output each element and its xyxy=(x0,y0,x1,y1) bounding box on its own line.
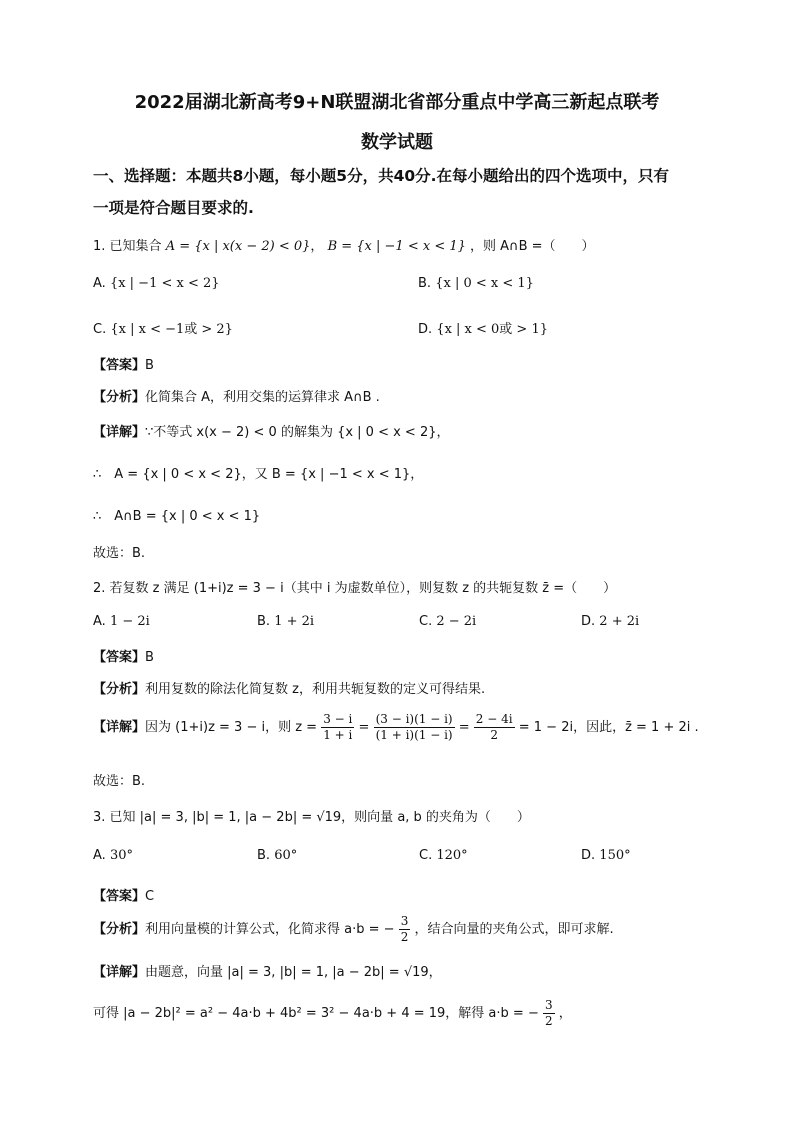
option-text: 60° xyxy=(274,848,298,863)
q1-option-a xyxy=(93,276,220,291)
fraction-numerator: 2 − 4i xyxy=(475,712,513,726)
detail-text: 由题意，向量 |a| = 3, |b| = 1, |a − 2b| = √19， xyxy=(145,965,442,980)
question-1-stem xyxy=(93,235,595,254)
option-label: D. xyxy=(581,614,596,629)
option-text: {x | −1 < x < 2} xyxy=(109,276,220,291)
q1-set-a: A = {x | x(x − 2) < 0} xyxy=(165,239,311,254)
option-label: D. xyxy=(581,848,596,863)
equals-sign: = xyxy=(458,720,470,735)
option-text: 150° xyxy=(599,848,631,863)
answer-value: C xyxy=(145,889,155,904)
option-text: 1 − 2i xyxy=(109,614,150,629)
document-subtitle: 数学试题 xyxy=(361,132,433,153)
analysis-text: 利用向量模的计算公式，化简求得 a·b = − xyxy=(145,922,395,937)
answer-tag: 【答案】 xyxy=(93,358,146,373)
analysis-tag: 【分析】 xyxy=(93,922,146,937)
option-label: C. xyxy=(419,614,433,629)
option-text: {x | 0 < x < 1} xyxy=(435,276,534,291)
fraction xyxy=(321,712,354,743)
fraction-denominator: 1 + i xyxy=(323,728,353,742)
fraction-numerator: (3 − i)(1 − i) xyxy=(375,712,453,726)
detail-tag: 【详解】 xyxy=(93,965,146,980)
q1-choose: 故选：B. xyxy=(93,546,146,561)
fraction-denominator: 2 xyxy=(544,1014,553,1028)
detail-tag: 【详解】 xyxy=(93,720,146,735)
option-text: 120° xyxy=(436,848,468,863)
q1-stem-prefix: 1. 已知集合 xyxy=(93,239,162,254)
q1-separator: ， xyxy=(310,239,324,254)
q1-detail-line3: ∴ A∩B = {x | 0 < x < 1} xyxy=(93,509,261,524)
option-label: A. xyxy=(93,848,106,863)
q3-analysis xyxy=(93,914,614,945)
option-text: 30° xyxy=(109,848,133,863)
q1-answer xyxy=(93,354,154,373)
analysis-text-end: ，结合向量的夹角公式，即可求解. xyxy=(414,922,614,937)
q1-detail xyxy=(93,421,450,440)
option-label: B. xyxy=(257,848,271,863)
q2-option-a xyxy=(93,614,150,629)
q2-analysis xyxy=(93,678,485,697)
option-label: B. xyxy=(418,276,432,291)
option-label: B. xyxy=(257,614,271,629)
option-label: A. xyxy=(93,276,106,291)
equals-sign: = xyxy=(358,720,370,735)
option-label: C. xyxy=(93,322,107,337)
analysis-text: 利用复数的除法化简复数 z，利用共轭复数的定义可得结果. xyxy=(145,682,486,697)
answer-value: B xyxy=(145,650,154,665)
q1-analysis xyxy=(93,386,380,405)
analysis-tag: 【分析】 xyxy=(93,682,146,697)
option-label: A. xyxy=(93,614,106,629)
detail-tag: 【详解】 xyxy=(93,425,146,440)
answer-value: B xyxy=(145,358,154,373)
detail-text: ∵不等式 x(x − 2) < 0 的解集为 {x | 0 < x < 2}， xyxy=(145,425,450,440)
fraction-numerator: 3 xyxy=(400,914,409,928)
q2-choose: 故选：B. xyxy=(93,774,146,789)
q2-detail xyxy=(93,712,699,743)
section-heading-cont: 一项是符合题目要求的. xyxy=(93,199,254,217)
answer-tag: 【答案】 xyxy=(93,889,146,904)
option-text: 2 − 2i xyxy=(436,614,477,629)
fraction xyxy=(399,914,411,945)
option-text: {x | x < 0或 > 1} xyxy=(436,322,549,337)
q1-detail-line2: ∴ A = {x | 0 < x < 2}，又 B = {x | −1 < x < 1}， xyxy=(93,467,424,482)
document-title: 2022届湖北新高考9+N联盟湖北省部分重点中学高三新起点联考 xyxy=(134,92,660,113)
option-text: 2 + 2i xyxy=(599,614,640,629)
analysis-tag: 【分析】 xyxy=(93,390,146,405)
q3-detail xyxy=(93,961,442,980)
q2-answer xyxy=(93,646,154,665)
option-label: C. xyxy=(419,848,433,863)
q3-option-a xyxy=(93,848,133,863)
q3-option-d xyxy=(581,848,631,863)
fraction xyxy=(543,998,555,1029)
q2-option-d xyxy=(581,614,639,629)
question-2-stem: 2. 若复数 z 满足 (1+i)z = 3 − i（其中 i 为虚数单位），则复数 z 的共轭复数 z̄ =（ ） xyxy=(93,581,617,596)
q1-set-b: B = {x | −1 < x < 1} xyxy=(327,239,466,254)
fraction xyxy=(374,712,455,743)
option-text: 1 + 2i xyxy=(274,614,315,629)
detail-text: 可得 |a − 2b|² = a² − 4a·b + 4b² = 3² − 4a·b + 4 = 19，解得 a·b = − xyxy=(93,1006,539,1021)
q1-stem-suffix: ，则 A∩B =（ ） xyxy=(470,239,595,254)
detail-text: 因为 (1+i)z = 3 − i，则 z = xyxy=(145,720,318,735)
fraction xyxy=(474,712,515,743)
fraction-denominator: (1 + i)(1 − i) xyxy=(375,728,453,742)
answer-tag: 【答案】 xyxy=(93,650,146,665)
q1-option-b xyxy=(418,276,534,291)
q3-option-c xyxy=(419,848,468,863)
option-label: D. xyxy=(418,322,433,337)
fraction-denominator: 2 xyxy=(490,728,499,742)
q1-option-d xyxy=(418,318,548,337)
q3-detail-line2 xyxy=(93,998,572,1029)
fraction-denominator: 2 xyxy=(400,930,409,944)
q2-option-b xyxy=(257,614,314,629)
q3-option-b xyxy=(257,848,297,863)
analysis-text: 化简集合 A，利用交集的运算律求 A∩B . xyxy=(145,390,380,405)
fraction-numerator: 3 xyxy=(544,998,553,1012)
detail-text-end: ， xyxy=(558,1006,572,1021)
q2-option-c xyxy=(419,614,476,629)
question-3-stem: 3. 已知 |a| = 3, |b| = 1, |a − 2b| = √19，则向量 a, b 的夹角为（ ） xyxy=(93,810,530,825)
fraction-numerator: 3 − i xyxy=(323,712,353,726)
q1-option-c xyxy=(93,318,233,337)
q3-answer xyxy=(93,885,154,904)
section-heading: 一、选择题：本题共8小题，每小题5分，共40分.在每小题给出的四个选项中，只有 xyxy=(93,167,670,185)
detail-text-end: = 1 − 2i，因此，z̄ = 1 + 2i . xyxy=(518,720,699,735)
option-text: {x | x < −1或 > 2} xyxy=(110,322,233,337)
